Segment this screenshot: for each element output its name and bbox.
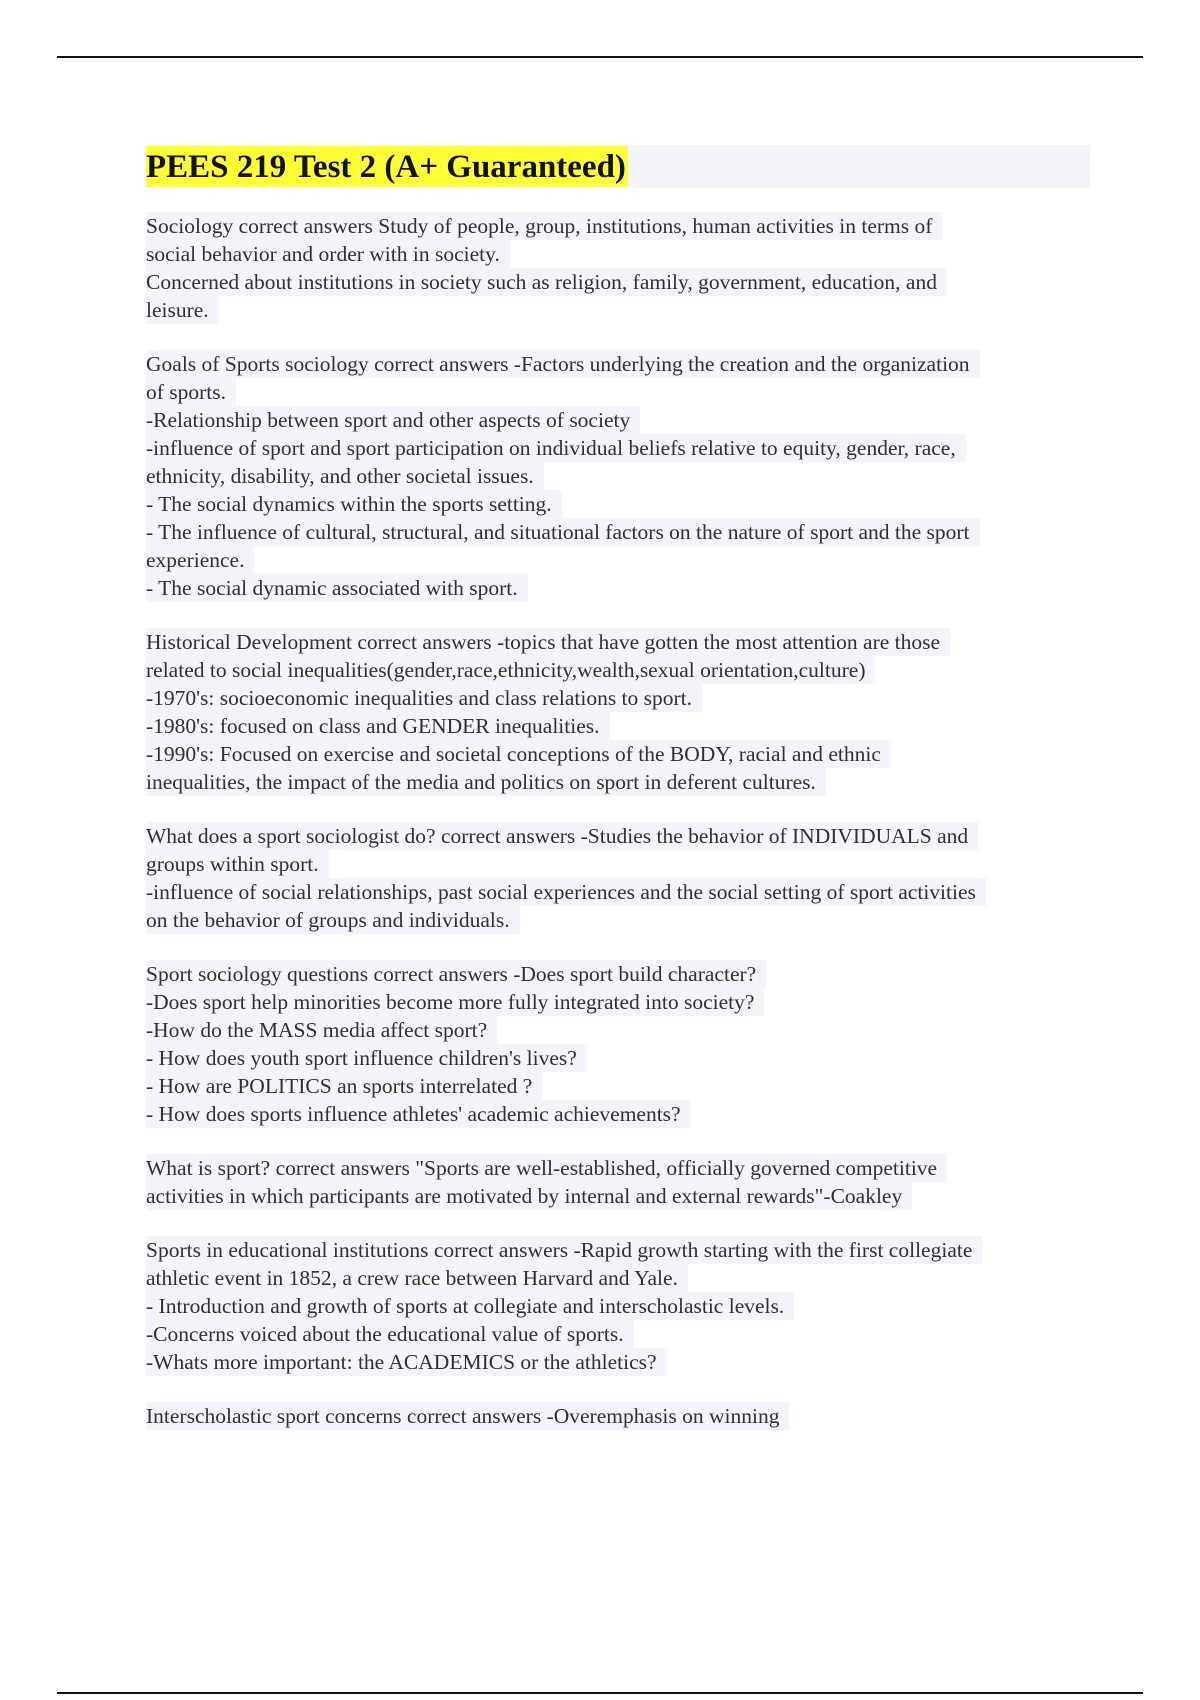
text-line: What is sport? correct answers "Sports are well-established, officially governed competitive (146, 1154, 947, 1182)
text-line: - The social dynamic associated with sport. (146, 574, 528, 602)
qa-block (146, 350, 1090, 602)
qa-block (146, 212, 1090, 324)
text-line: related to social inequalities(gender,race,ethnicity,wealth,sexual orientation,culture) (146, 656, 875, 684)
text-line: Interscholastic sport concerns correct answers -Overemphasis on winning (146, 1402, 789, 1430)
text-line: -Concerns voiced about the educational value of sports. (146, 1320, 634, 1348)
text-line: - The influence of cultural, structural, and situational factors on the nature of sport and the sport (146, 518, 980, 546)
qa-block (146, 1402, 1090, 1430)
text-line: - How does sports influence athletes' academic achievements? (146, 1100, 691, 1128)
document-title: PEES 219 Test 2 (A+ Guaranteed) (146, 146, 628, 187)
text-line: social behavior and order with in society. (146, 240, 510, 268)
text-line: on the behavior of groups and individuals. (146, 906, 520, 934)
text-line: - How does youth sport influence children's lives? (146, 1044, 587, 1072)
text-line: leisure. (146, 296, 219, 324)
text-line: - Introduction and growth of sports at collegiate and interscholastic levels. (146, 1292, 794, 1320)
top-rule (57, 56, 1143, 58)
text-line: Goals of Sports sociology correct answers -Factors underlying the creation and the organization (146, 350, 980, 378)
text-line: ethnicity, disability, and other societal issues. (146, 462, 544, 490)
text-line: - The social dynamics within the sports setting. (146, 490, 562, 518)
bottom-rule (57, 1692, 1143, 1694)
qa-block (146, 822, 1090, 934)
qa-block (146, 1236, 1090, 1376)
qa-block (146, 960, 1090, 1128)
text-line: activities in which participants are motivated by internal and external rewards"-Coakley (146, 1182, 912, 1210)
qa-block (146, 628, 1090, 796)
text-line: -influence of social relationships, past social experiences and the social setting of sport activities (146, 878, 986, 906)
text-line: - How are POLITICS an sports interrelated ? (146, 1072, 542, 1100)
text-line: groups within sport. (146, 850, 329, 878)
text-line: Concerned about institutions in society such as religion, family, government, education, and (146, 268, 947, 296)
text-line: -Whats more important: the ACADEMICS or the athletics? (146, 1348, 667, 1376)
text-line: -1970's: socioeconomic inequalities and class relations to sport. (146, 684, 702, 712)
text-line: Sport sociology questions correct answers -Does sport build character? (146, 960, 766, 988)
text-line: Sociology correct answers Study of people, group, institutions, human activities in terms of (146, 212, 942, 240)
text-line: -How do the MASS media affect sport? (146, 1016, 497, 1044)
text-line: inequalities, the impact of the media and politics on sport in deferent cultures. (146, 768, 826, 796)
text-line: experience. (146, 546, 254, 574)
text-line: -Does sport help minorities become more fully integrated into society? (146, 988, 764, 1016)
qa-list (146, 212, 1090, 1430)
text-line: -Relationship between sport and other aspects of society (146, 406, 640, 434)
text-line: Historical Development correct answers -topics that have gotten the most attention are those (146, 628, 950, 656)
text-line: -influence of sport and sport participation on individual beliefs relative to equity, gender, race, (146, 434, 966, 462)
text-line: of sports. (146, 378, 236, 406)
title-bar (146, 145, 1090, 188)
text-line: What does a sport sociologist do? correct answers -Studies the behavior of INDIVIDUALS and (146, 822, 978, 850)
document-body (146, 145, 1090, 1430)
text-line: athletic event in 1852, a crew race between Harvard and Yale. (146, 1264, 688, 1292)
text-line: -1990's: Focused on exercise and societal conceptions of the BODY, racial and ethnic (146, 740, 891, 768)
text-line: Sports in educational institutions correct answers -Rapid growth starting with the first collegiate (146, 1236, 982, 1264)
qa-block (146, 1154, 1090, 1210)
text-line: -1980's: focused on class and GENDER inequalities. (146, 712, 610, 740)
